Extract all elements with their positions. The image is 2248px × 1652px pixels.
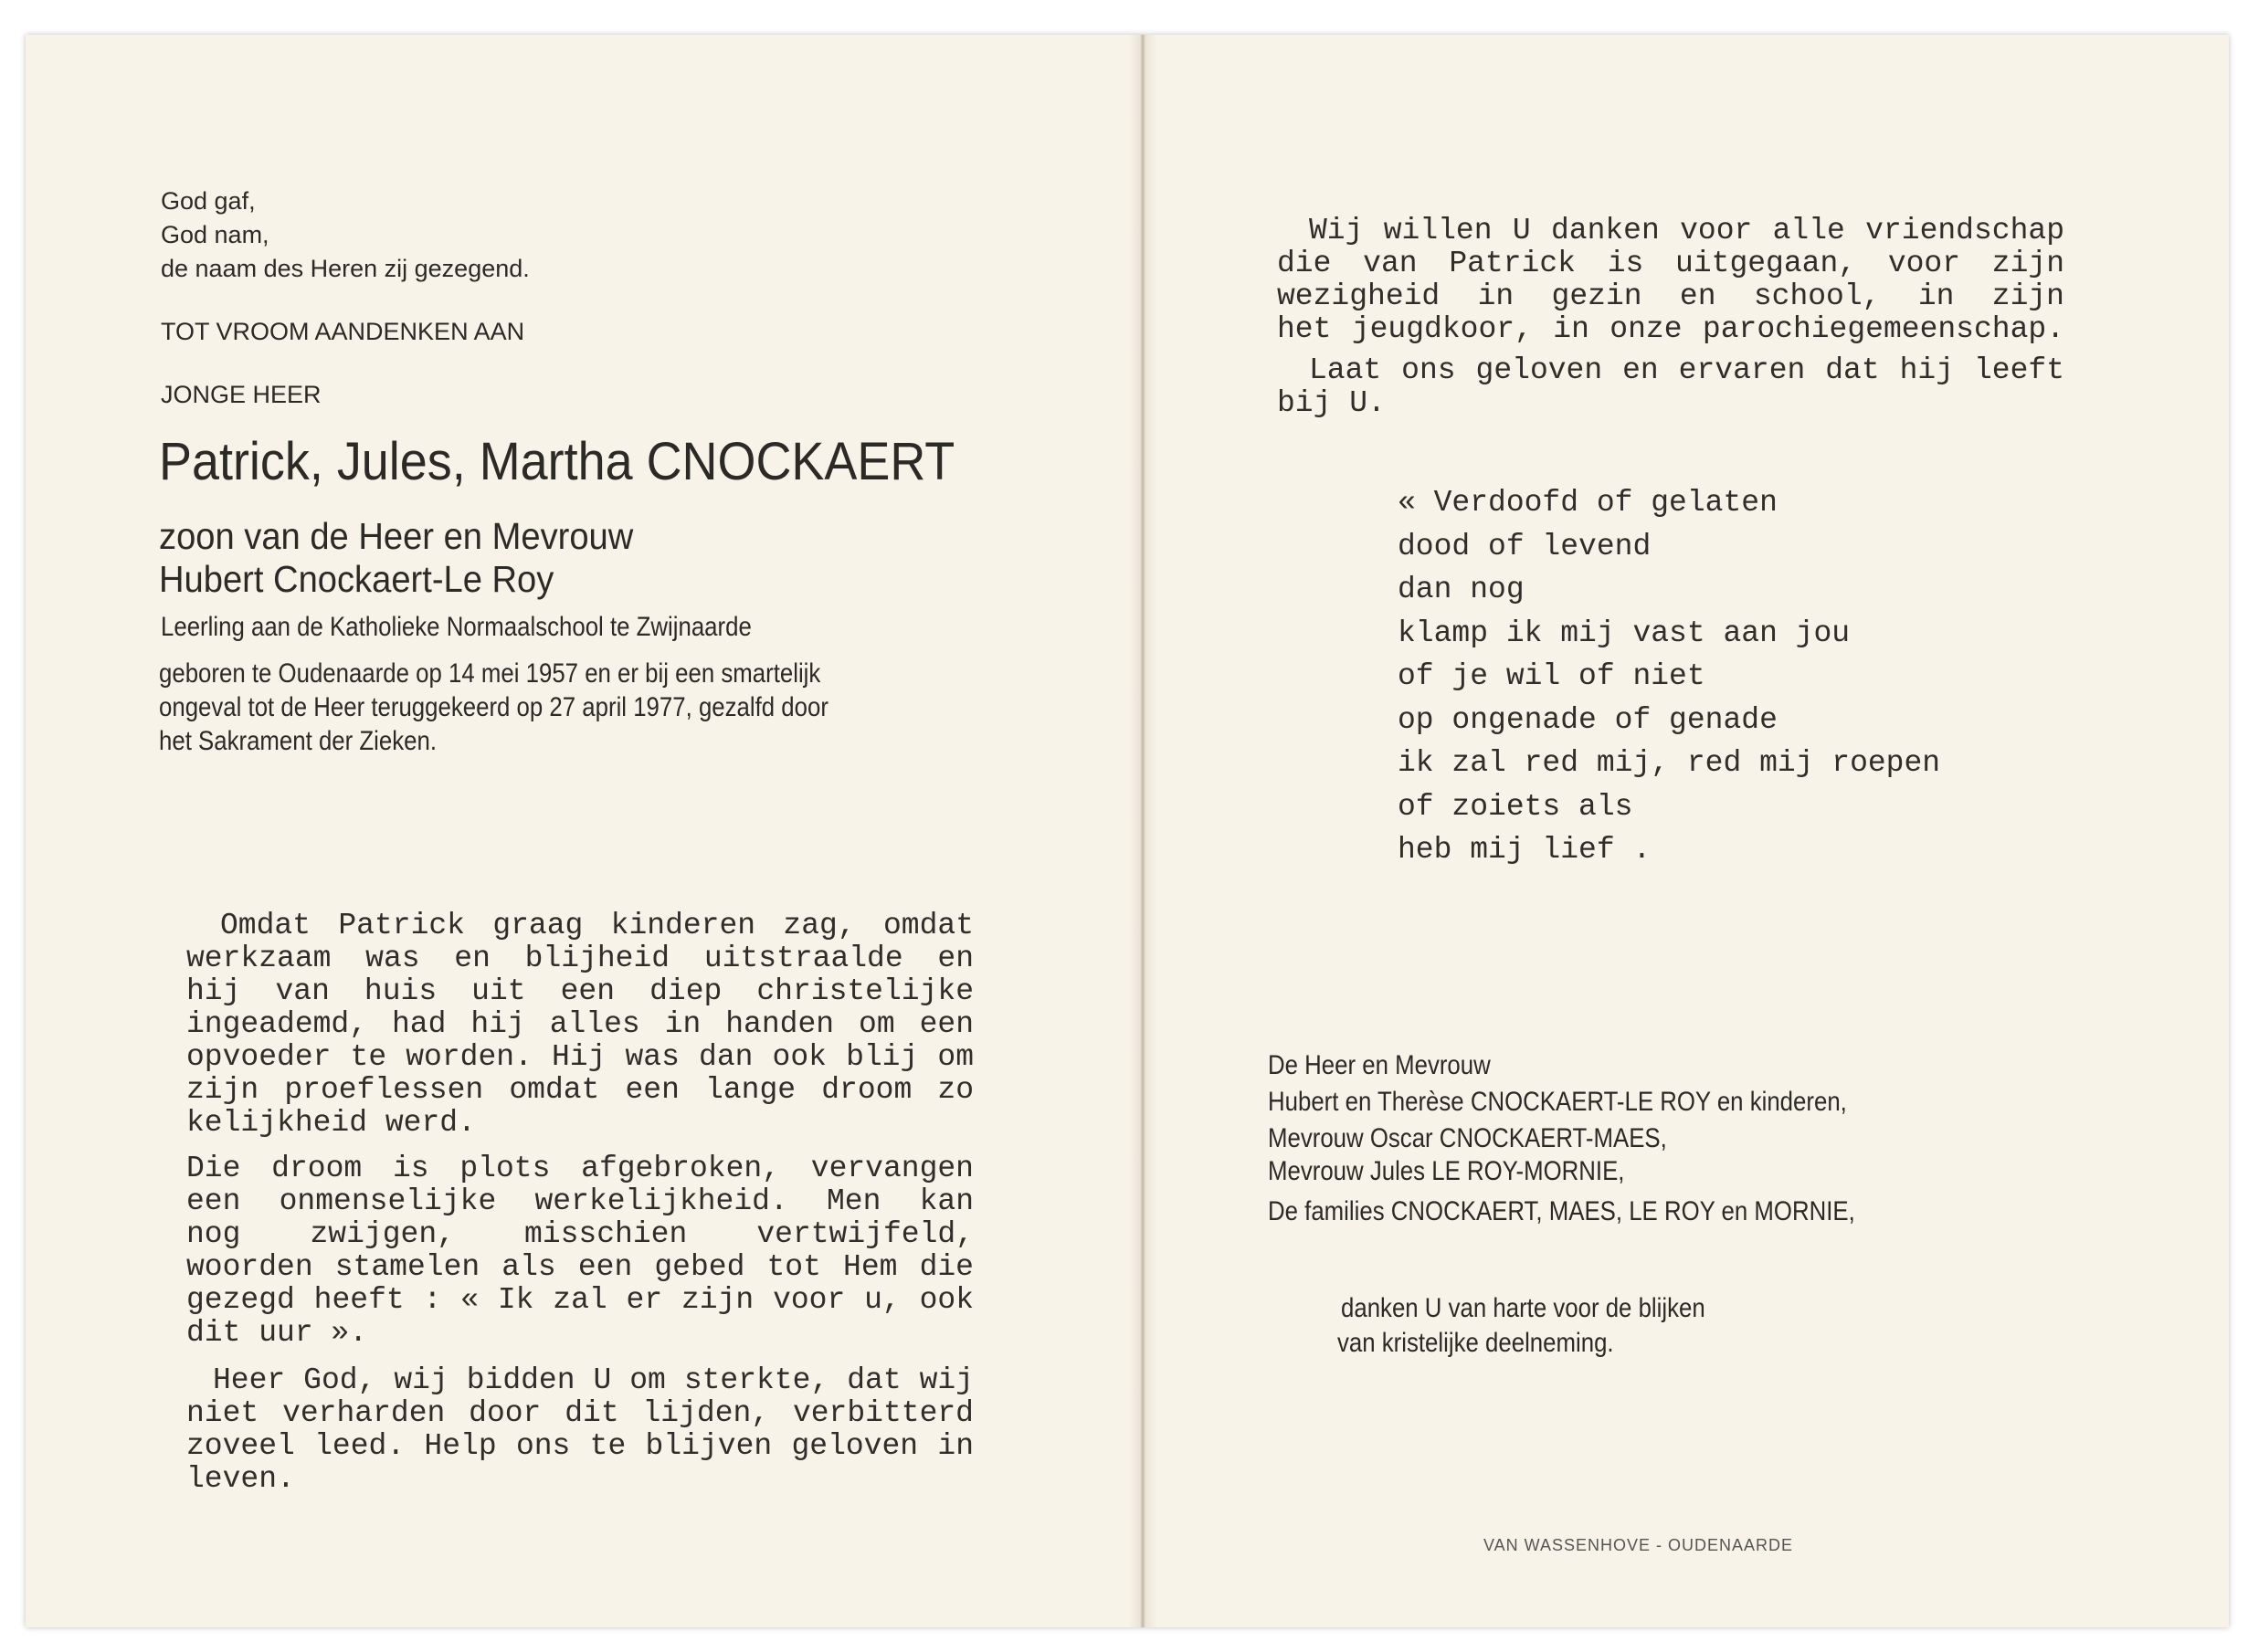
birth-line-3: het Sakrament der Zieken.	[159, 726, 438, 756]
paragraph-3-line: leven.	[186, 1463, 295, 1496]
thanks-line: die van Patrick is uitgegaan, voor zijn	[1277, 247, 2064, 280]
paragraph-2-line: nog zwijgen, misschien vertwijfeld,	[186, 1218, 974, 1251]
card-fold	[1129, 35, 1156, 1627]
poem-line: of zoiets als	[1398, 789, 1633, 824]
school-line: Leerling aan de Katholieke Normaalschool te Zwijnaarde	[161, 612, 752, 642]
paragraph-2-line: gezegd heeft : « Ik zal er zijn voor u, ook	[186, 1284, 974, 1317]
poem-line: ik zal red mij, red mij roepen	[1398, 746, 1941, 780]
closing-line-2: van kristelijke deelneming.	[1337, 1328, 1614, 1358]
paragraph-1	[186, 910, 974, 1140]
paragraph-1-line: kelijkheid werd.	[186, 1107, 476, 1140]
son-of-line-1: zoon van de Heer en Mevrouw	[159, 515, 634, 557]
poem-line: dood of levend	[1398, 529, 1652, 563]
family-line: Mevrouw Jules LE ROY-MORNIE,	[1268, 1156, 1625, 1186]
paragraph-2-line: een onmenselijke werkelijkheid. Men kan	[186, 1185, 974, 1218]
paragraph-1-line: Omdat Patrick graag kinderen zag, omdat	[220, 910, 974, 942]
paragraph-3	[186, 1364, 974, 1496]
family-line: De Heer en Mevrouw	[1268, 1050, 1491, 1080]
printer-credit: VAN WASSENHOVE - OUDENAARDE	[1483, 1536, 1794, 1554]
family-line: Hubert en Therèse CNOCKAERT-LE ROY en kinderen,	[1268, 1087, 1847, 1117]
poem-line: dan nog	[1398, 573, 1525, 606]
faith-paragraph	[1277, 354, 2064, 420]
paragraph-1-line: hij van huis uit een diep christelijke	[186, 975, 974, 1008]
thanks-line: het jeugdkoor, in onze parochiegemeenschap.	[1277, 313, 2064, 346]
poem	[1398, 481, 1964, 872]
paragraph-1-line: opvoeder te worden. Hij was dan ook blij om	[186, 1041, 974, 1074]
poem-line: of je wil of niet	[1398, 659, 1705, 693]
title-heading: JONGE HEER	[161, 381, 322, 408]
paragraph-2-line: dit uur ».	[186, 1317, 368, 1350]
poem-line: op ongenade of genade	[1398, 702, 1778, 737]
poem-line: heb mij lief .	[1398, 833, 1652, 867]
faith-line: Laat ons geloven en ervaren dat hij leeft	[1309, 354, 2064, 387]
verse-line-1: God gaf,	[161, 187, 256, 215]
paragraph-3-line: zoveel leed. Help ons te blijven geloven in	[186, 1430, 974, 1463]
paragraph-2-line: Die droom is plots afgebroken, vervangen	[186, 1152, 974, 1185]
closing-line-1: danken U van harte voor de blijken	[1341, 1293, 1705, 1323]
deceased-name: Patrick, Jules, Martha CNOCKAERT	[159, 432, 955, 491]
thanks-line: wezigheid in gezin en school, in zijn	[1277, 280, 2064, 313]
family-line: De families CNOCKAERT, MAES, LE ROY en MORNIE,	[1268, 1196, 1855, 1226]
birth-line-2: ongeval tot de Heer teruggekeerd op 27 april 1977, gezalfd door	[159, 692, 828, 722]
thanks-paragraph	[1277, 215, 2064, 346]
poem-line: klamp ik mij vast aan jou	[1398, 616, 1851, 650]
paragraph-1-line: werkzaam was en blijheid uitstraalde en	[186, 942, 974, 975]
poem-line: « Verdoofd of gelaten	[1398, 486, 1778, 520]
verse-line-2: God nam,	[161, 221, 269, 248]
paragraph-1-line: zijn proeflessen omdat een lange droom zo	[186, 1074, 974, 1107]
memorial-heading: TOT VROOM AANDENKEN AAN	[161, 318, 525, 345]
paragraph-1-line: ingeademd, had hij alles in handen om een	[186, 1008, 974, 1041]
paragraph-2-line: woorden stamelen als een gebed tot Hem die	[186, 1251, 974, 1284]
birth-line-1: geboren te Oudenaarde op 14 mei 1957 en er bij een smartelijk	[159, 658, 821, 689]
faith-line: bij U.	[1277, 387, 1386, 420]
paragraph-3-line: Heer God, wij bidden U om sterkte, dat wij	[213, 1364, 974, 1397]
paragraph-3-line: niet verharden door dit lijden, verbitterd	[186, 1397, 974, 1430]
paragraph-2	[186, 1152, 974, 1350]
family-line: Mevrouw Oscar CNOCKAERT-MAES,	[1268, 1123, 1667, 1153]
thanks-line: Wij willen U danken voor alle vriendschap	[1309, 215, 2064, 247]
son-of-line-2: Hubert Cnockaert-Le Roy	[159, 558, 554, 600]
verse-line-3: de naam des Heren zij gezegend.	[161, 255, 530, 282]
